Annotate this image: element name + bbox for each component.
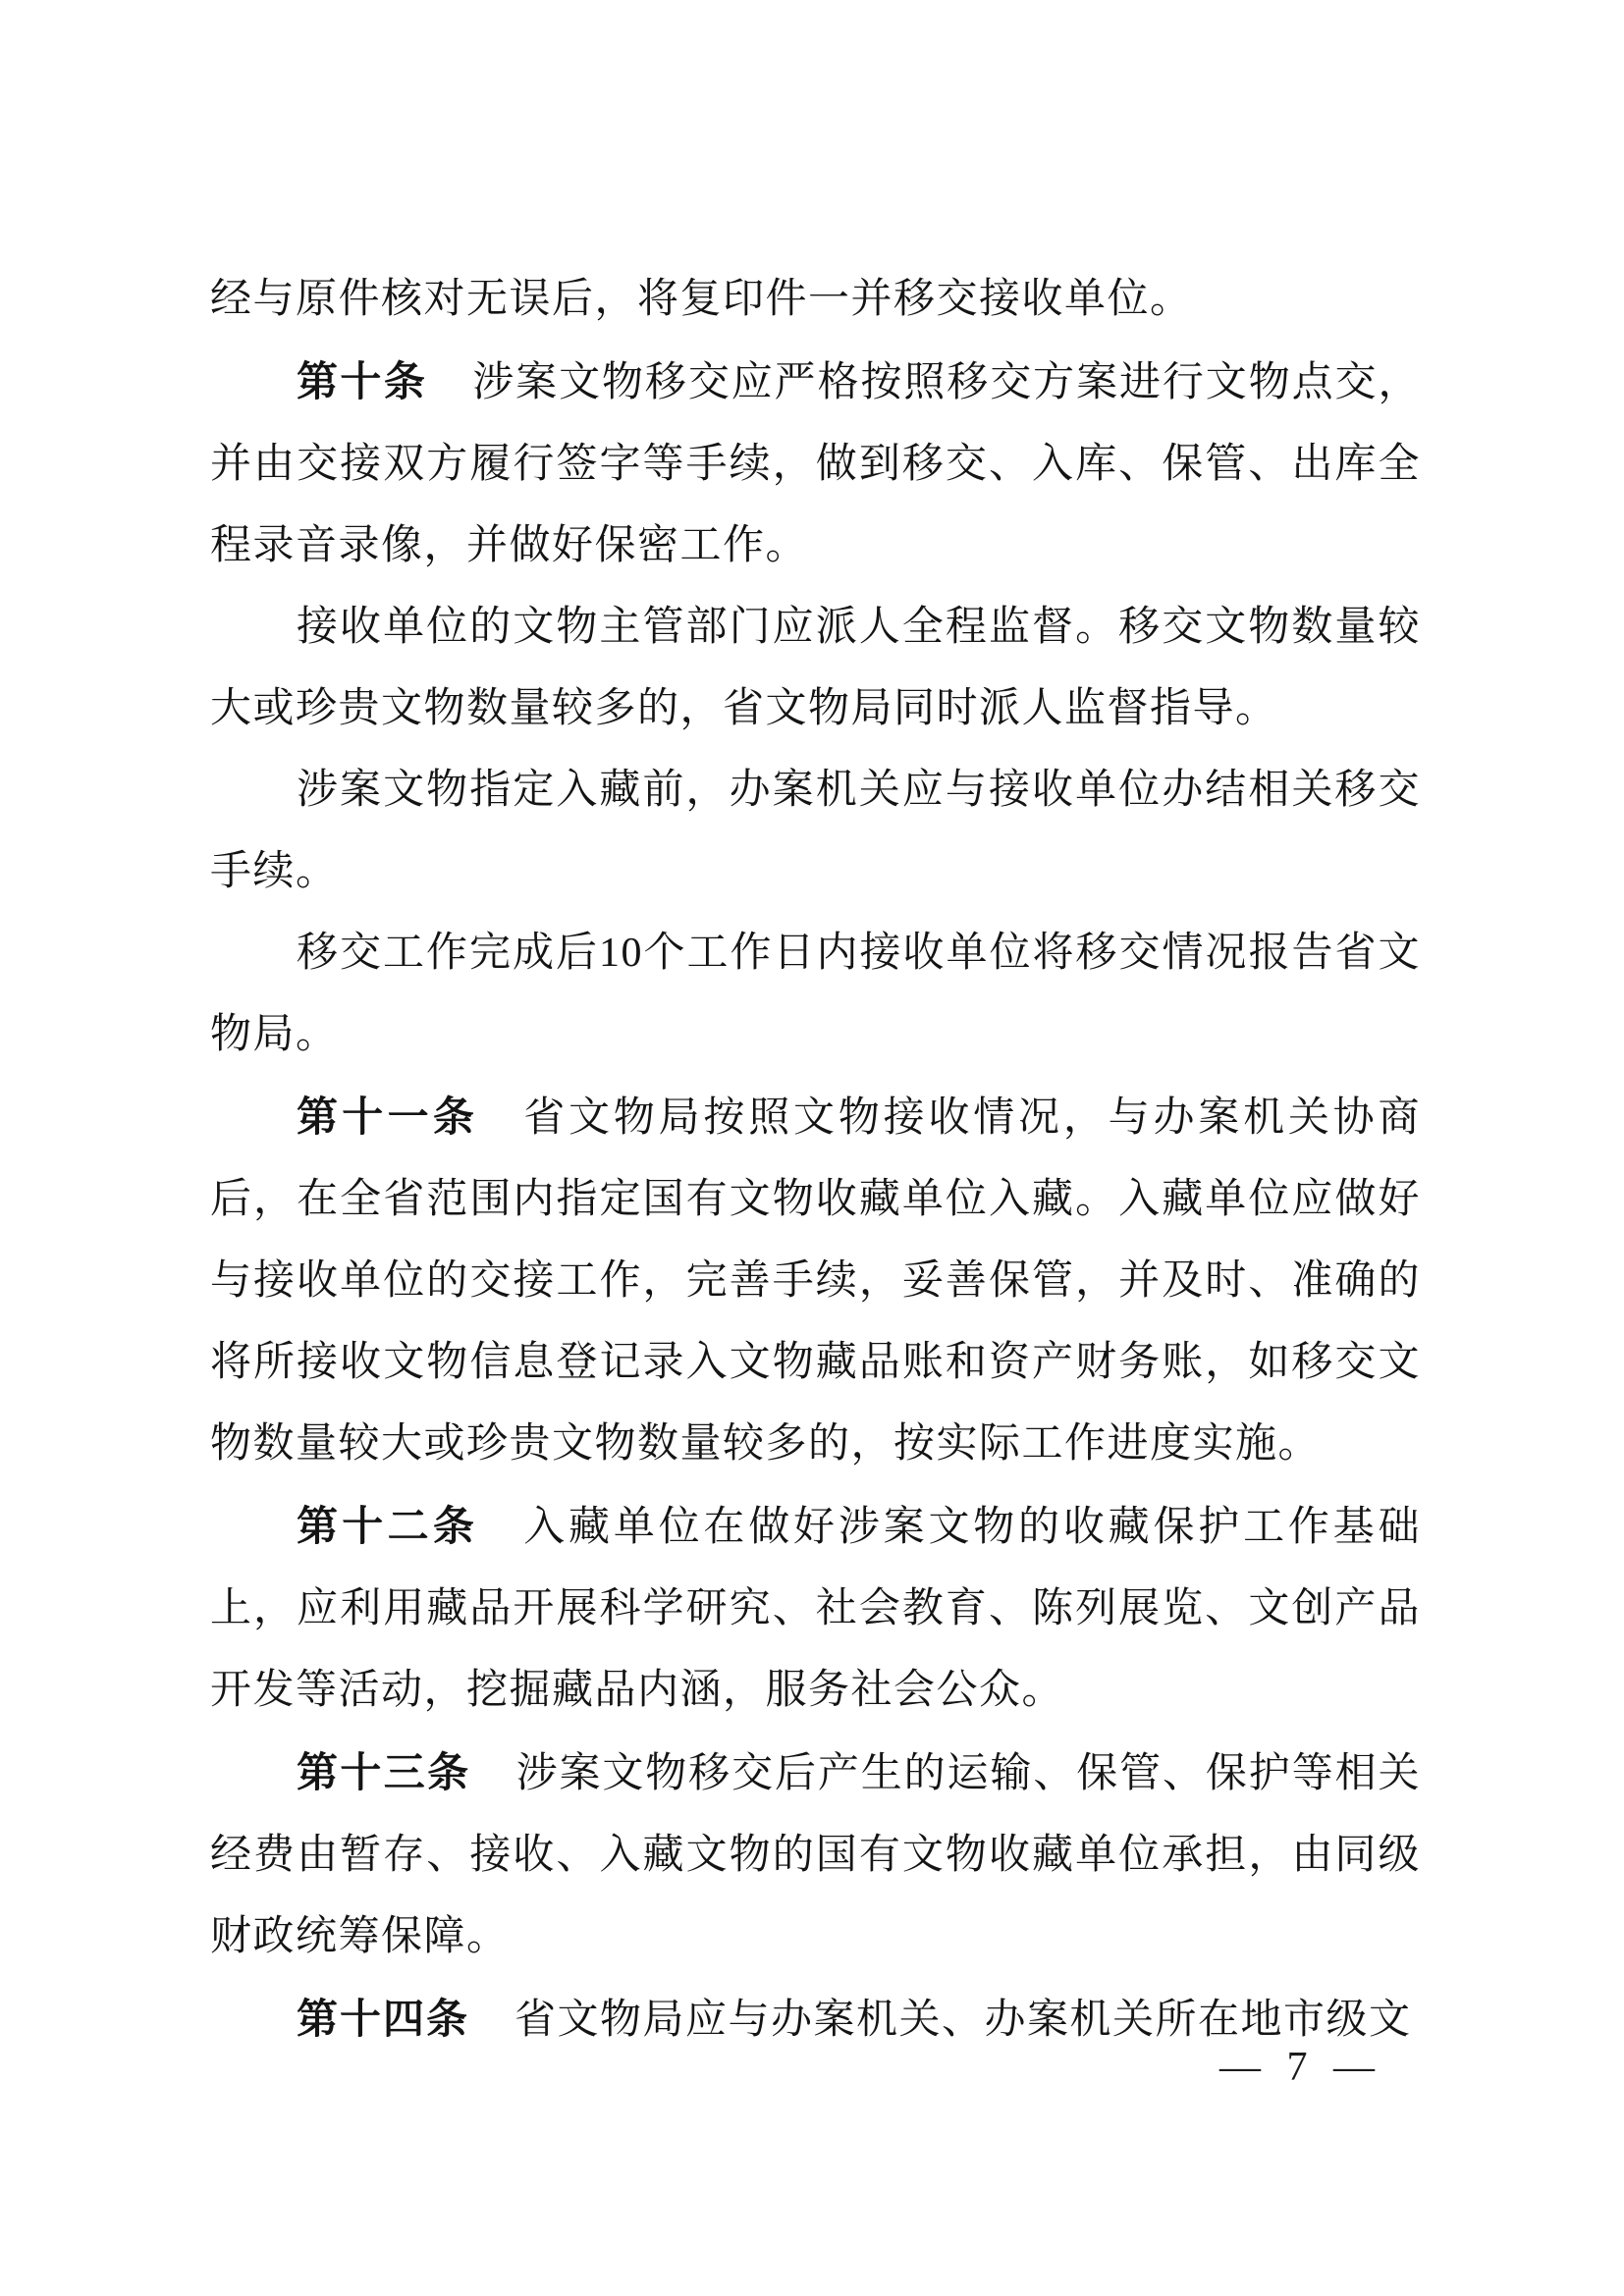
paragraph-text: 省文物局按照文物接收情况，与办案机关协商后，在全省范围内指定国有文物收藏单位入藏。入藏单位应做好与接收单位的交接工作，完善手续，妥善保管，并及时、准确的将所接收文物信息登记录入文物藏品账和资产财务账，如移交文物数量较大或珍贵文物数量较多的，按实际工作进度实施。 [210, 1095, 1421, 1467]
document-paragraph [210, 259, 1421, 341]
document-paragraph [210, 750, 1421, 913]
paragraph-text: 涉案文物移交后产生的运输、保管、保护等相关经费由暂存、接收、入藏文物的国有文物收藏单位承担，由同级财政统筹保障。 [210, 1751, 1421, 1959]
paragraph-text: 移交工作完成后10个工作日内接收单位将移交情况报告省文物局。 [210, 931, 1421, 1057]
paragraph-text: 涉案文物移交应严格按照移交方案进行文物点交，并由交接双方履行签字等手续，做到移交、入库、保管、出库全程录音录像，并做好保密工作。 [210, 360, 1421, 568]
paragraph-text: 涉案文物指定入藏前，办案机关应与接收单位办结相关移交手续。 [210, 768, 1421, 894]
paragraph-text: 经与原件核对无误后，将复印件一并移交接收单位。 [210, 277, 1193, 322]
document-paragraph [210, 913, 1421, 1076]
paragraph-text: 接收单位的文物主管部门应派人全程监督。移交文物数量较大或珍贵文物数量较多的，省文物局同时派人监督指导。 [210, 605, 1421, 731]
article-number-heading: 第十一条 [297, 1094, 479, 1140]
paragraph-text: 省文物局应与办案机关、办案机关所在地市级文 [514, 1998, 1412, 2043]
document-paragraph [210, 1076, 1421, 1485]
page-number: — 7 — [1219, 2045, 1382, 2090]
paragraph-text: 入藏单位在做好涉案文物的收藏保护工作基础上，应利用藏品开展科学研究、社会教育、陈列展览、文创产品开发等活动，挖掘藏品内涵，服务社会公众。 [210, 1505, 1421, 1713]
document-body [210, 259, 1421, 2061]
page-footer [1219, 2044, 1382, 2091]
article-number-heading: 第十条 [297, 358, 428, 404]
document-paragraph [210, 1732, 1421, 1978]
article-number-heading: 第十三条 [297, 1749, 471, 1795]
document-paragraph [210, 1485, 1421, 1732]
article-number-heading: 第十四条 [297, 1996, 470, 2042]
document-paragraph [210, 587, 1421, 750]
document-paragraph [210, 341, 1421, 587]
article-number-heading: 第十二条 [297, 1503, 479, 1549]
